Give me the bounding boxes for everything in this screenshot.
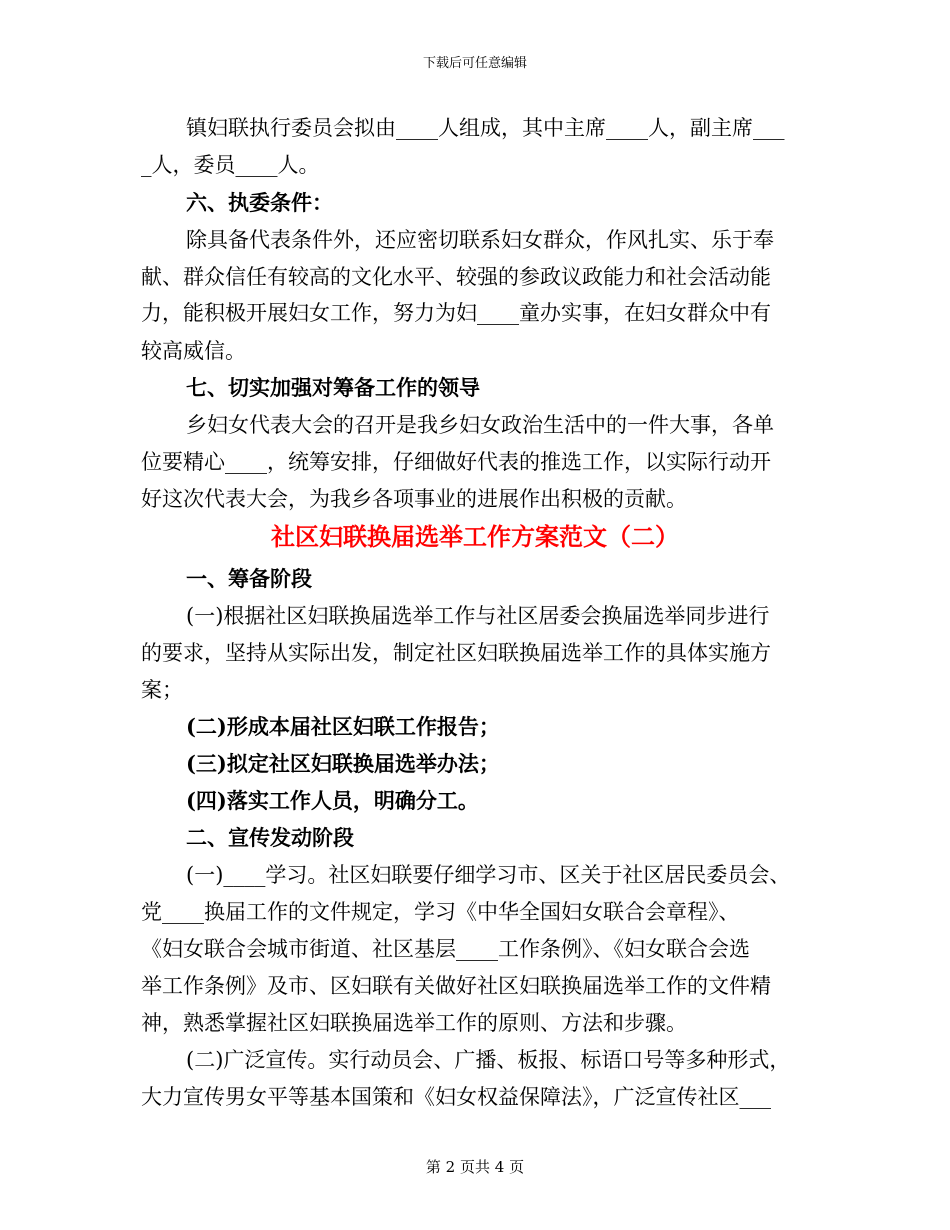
page-header: 下载后可任意编辑 (422, 56, 527, 71)
paragraph-line: (一)____学习。社区妇联要仔细学习市、区关于社区居民委员会、 (186, 863, 791, 887)
paragraph-line: 力，能积极开展妇女工作，努力为妇____童办实事，在妇女群众中有 (141, 301, 771, 325)
page-footer: 第 2 页共 4 页 (425, 1158, 525, 1176)
section-heading: 一、筹备阶段 (186, 566, 312, 591)
paragraph-line: 案； (141, 678, 183, 702)
paragraph-line: 大力宣传男女平等基本国策和《妇女权益保障法》，广泛宣传社区___ (141, 1085, 771, 1109)
paragraph-line: 除具备代表条件外，还应密切联系妇女群众，作风扎实、乐于奉 (186, 228, 774, 252)
list-item: (三)拟定社区妇联换届选举办法； (186, 751, 500, 776)
section-heading: 六、执委条件： (186, 190, 333, 215)
paragraph-line: 的要求，坚持从实际出发，制定社区妇联换届选举工作的具体实施方 (141, 641, 771, 665)
paragraph-line: 镇妇联执行委员会拟由____人组成，其中主席____人，副主席___ (186, 116, 785, 140)
document-title: 社区妇联换届选举工作方案范文（二） (271, 522, 679, 551)
paragraph-line: _人，委员____人。 (141, 153, 320, 177)
section-heading: 七、切实加强对筹备工作的领导 (186, 375, 480, 400)
paragraph-line: 举工作条例》及市、区妇联有关做好社区妇联换届选举工作的文件精 (141, 974, 771, 998)
paragraph-line: 位要精心____，统筹安排，仔细做好代表的推选工作，以实际行动开 (141, 450, 771, 474)
list-item: (二)形成本届社区妇联工作报告； (186, 714, 500, 739)
paragraph-line: 献、群众信任有较高的文化水平、较强的参政议政能力和社会活动能 (141, 265, 771, 289)
paragraph-line: 好这次代表大会，为我乡各项事业的进展作出积极的贡献。 (141, 487, 687, 511)
paragraph-line: (二)广泛宣传。实行动员会、广播、板报、标语口号等多种形式， (186, 1048, 791, 1072)
paragraph-line: 较高威信。 (141, 339, 246, 363)
paragraph-line: (一)根据社区妇联换届选举工作与社区居委会换届选举同步进行 (186, 604, 770, 628)
section-heading: 二、宣传发动阶段 (186, 825, 354, 850)
list-item: (四)落实工作人员，明确分工。 (186, 788, 479, 813)
paragraph-line: 乡妇女代表大会的召开是我乡妇女政治生活中的一件大事，各单 (186, 413, 774, 437)
paragraph-line: 党____换届工作的文件规定，学习《中华全国妇女联合会章程》、 (141, 900, 740, 924)
paragraph-line: 神，熟悉掌握社区妇联换届选举工作的原则、方法和步骤。 (141, 1011, 687, 1035)
paragraph-line: 《妇女联合会城市街道、社区基层____工作条例》、《妇女联合会选 (141, 937, 750, 961)
